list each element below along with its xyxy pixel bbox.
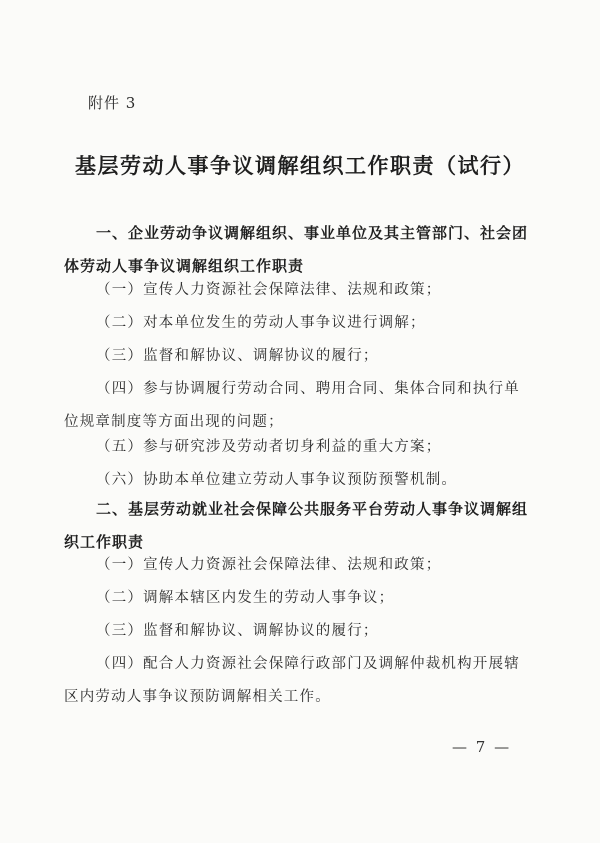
section-1-item-2: （二）对本单位发生的劳动人事争议进行调解； bbox=[96, 315, 426, 331]
attachment-label: 附件 3 bbox=[88, 94, 137, 112]
section-2-item-1: （一）宣传人力资源社会保障法律、法规和政策； bbox=[96, 557, 442, 573]
section-1-heading: 一、企业劳动争议调解组织、事业单位及其主管部门、社会团体劳动人事争议调解组织工作职责 bbox=[64, 224, 529, 275]
section-1-item-4: （四）参与协调履行劳动合同、聘用合同、集体合同和执行单位规章制度等方面出现的问题； bbox=[64, 381, 520, 430]
section-1-item-3: （三）监督和解协议、调解协议的履行； bbox=[96, 348, 379, 364]
section-2-item-3: （三）监督和解协议、调解协议的履行； bbox=[96, 623, 379, 639]
section-2-item-4: （四）配合人力资源社会保障行政部门及调解仲裁机构开展辖区内劳动人事争议预防调解相关工作。 bbox=[64, 656, 520, 705]
section-1-item-6: （六）协助本单位建立劳动人事争议预防预警机制。 bbox=[96, 472, 458, 488]
section-1-item-5: （五）参与研究涉及劳动者切身利益的重大方案； bbox=[96, 439, 442, 455]
document-title: 基层劳动人事争议调解组织工作职责（试行） bbox=[75, 153, 525, 178]
section-2-item-2: （二）调解本辖区内发生的劳动人事争议； bbox=[96, 590, 395, 606]
section-1-item-1: （一）宣传人力资源社会保障法律、法规和政策； bbox=[96, 282, 442, 298]
page-number: — 7 — bbox=[452, 738, 512, 756]
section-2-heading: 二、基层劳动就业社会保障公共服务平台劳动人事争议调解组织工作职责 bbox=[64, 500, 529, 551]
